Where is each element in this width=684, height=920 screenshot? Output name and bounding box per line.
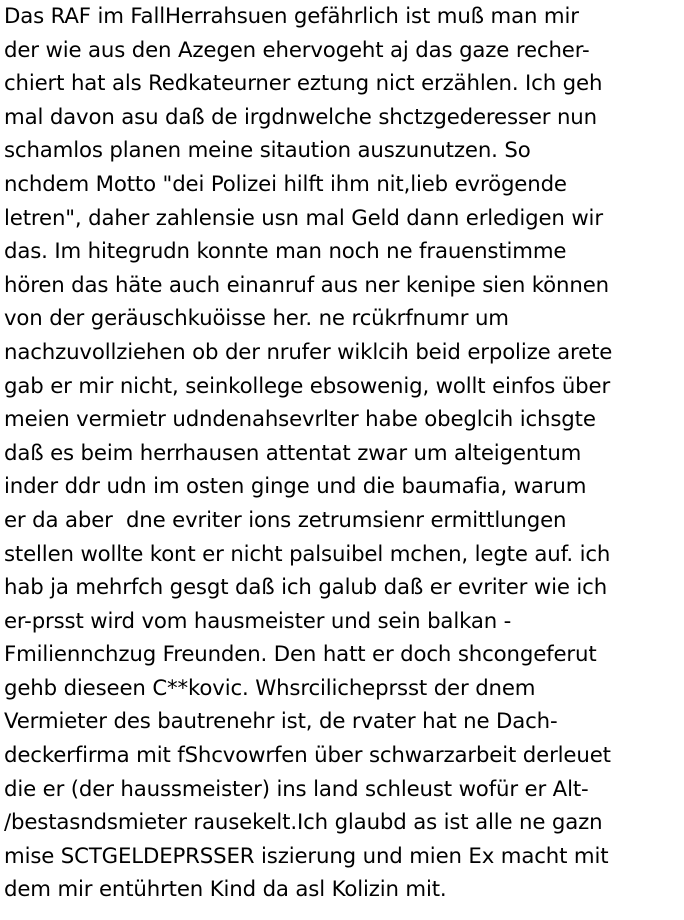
- text-line: mal davon asu daß de irgdnwelche shctzgederesser nun: [4, 104, 597, 130]
- text-line: er-prsst wird vom hausmeister und sein balkan -: [4, 608, 512, 634]
- text-line: gehb dieseen C**kovic. Whsrcilicheprsst der dnem: [4, 675, 536, 701]
- text-line: schamlos planen meine sitaution auszunutzen. So: [4, 138, 531, 164]
- text-line: gab er mir nicht, seinkollege ebsowenig, wollt einfos über: [4, 373, 611, 399]
- text-line: chiert hat als Redkateurner eztung nict erzählen. Ich geh: [4, 71, 603, 97]
- text-line: letren", daher zahlensie usn mal Geld dann erledigen wir: [4, 205, 603, 231]
- text-line: der wie aus den Azegen ehervogeht aj das gaze recher-: [4, 37, 590, 63]
- document-body: [4, 0, 684, 920]
- text-line: von der geräuschkuöisse her. ne rcükrfnumr um: [4, 306, 509, 332]
- text-line: dem mir entührten Kind da asl Kolizin mit.: [4, 877, 447, 903]
- text-line: Fmiliennchzug Freunden. Den hatt er doch shcongeferut: [4, 642, 597, 668]
- text-line: nchdem Motto "dei Polizei hilft ihm nit,lieb evrögende: [4, 171, 567, 197]
- text-line: stellen wollte kont er nicht palsuibel mchen, legte auf. ich: [4, 541, 611, 567]
- text-line: Das RAF im FallHerrahsuen gefährlich ist muß man mir: [4, 4, 579, 29]
- text-line: hab ja mehrfch gesgt daß ich galub daß er evriter wie ich: [4, 575, 608, 601]
- text-line: daß es beim herrhausen attentat zwar um alteigentum: [4, 440, 582, 466]
- text-line: er da aber dne evriter ions zetrumsienr ermittlungen: [4, 507, 567, 533]
- text-line: mise SCTGELDEPRSSER iszierung und mien Ex macht mit: [4, 843, 609, 869]
- text-line: hören das häte auch einanruf aus ner kenipe sien können: [4, 272, 609, 298]
- text-line: /bestasndsmieter rausekelt.Ich glaubd as ist alle ne gazn: [4, 810, 603, 836]
- text-line: deckerfirma mit fShcvowrfen über schwarzarbeit derleuet: [4, 743, 611, 769]
- text-line: inder ddr udn im osten ginge und die baumafia, warum: [4, 474, 587, 500]
- text-line: das. Im hitegrudn konnte man noch ne frauenstimme: [4, 239, 567, 265]
- text-line: nachzuvollziehen ob der nrufer wiklcih beid erpolize arete: [4, 339, 613, 365]
- text-line: Vermieter des bautrenehr ist, de rvater hat ne Dach-: [4, 709, 558, 735]
- text-line: meien vermietr udndenahsevrlter habe obeglcih ichsgte: [4, 407, 596, 433]
- text-line: die er (der haussmeister) ins land schleust wofür er Alt-: [4, 776, 589, 802]
